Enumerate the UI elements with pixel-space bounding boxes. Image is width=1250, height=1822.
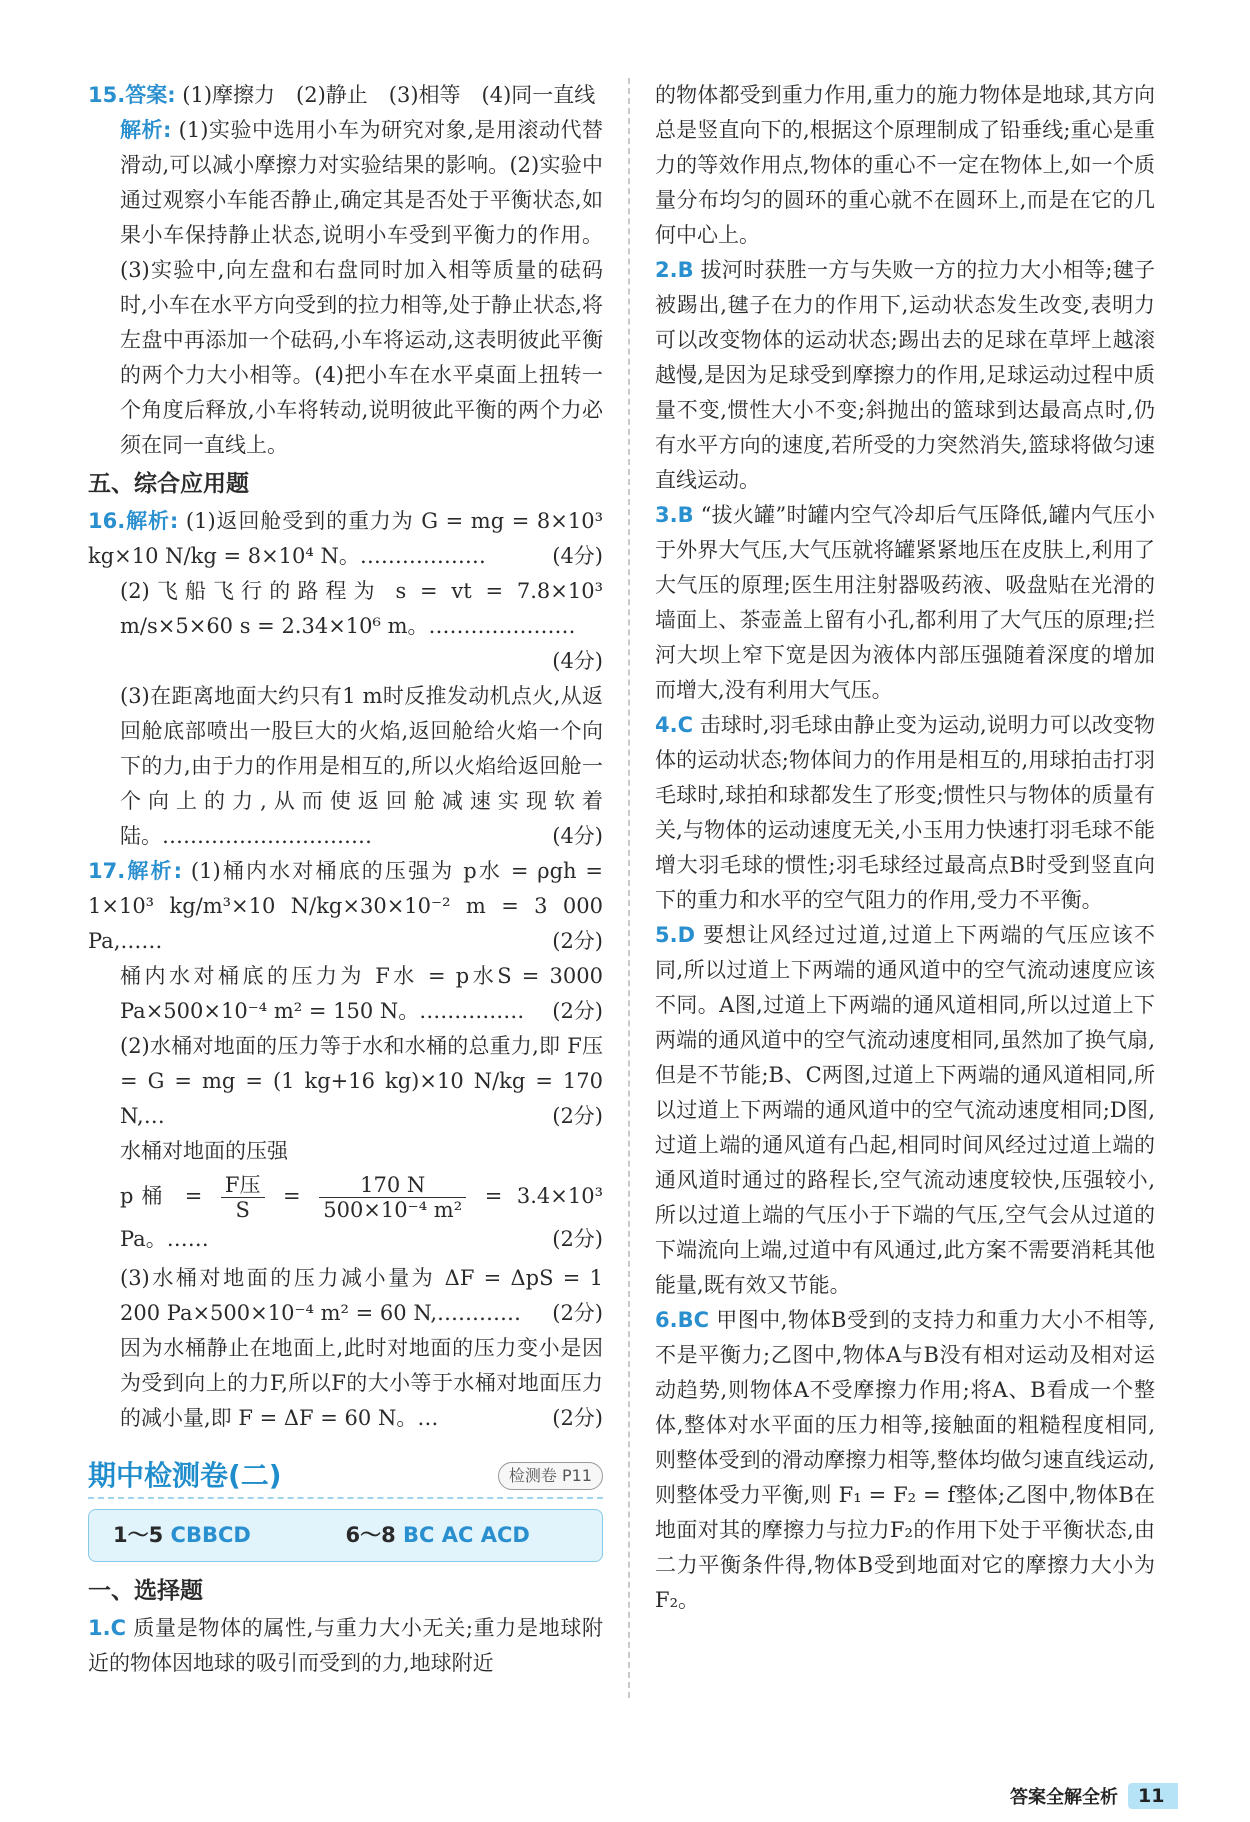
q17-text-1: (1)桶内水对桶底的压强为 p水 = ρgh = 1×10³ kg/m³×10 N/kg×30×10⁻² m = 3 000 Pa,……	[88, 859, 603, 953]
q17-formula: p桶 = $\frac{\text{F压}}{S}$ = $\frac{170 N}{\text{500×10⁻⁴ m²}}$ = 3.4×10³ Pa。…… (2分)	[88, 1173, 603, 1257]
q5-text: 要想让风经过过道,过道上下两端的气压应该不同,所以过道上下两端的通风道中的空气流动速度应该不同。A图,过道上下两端的通风道相同,所以过道上下两端的通风道中的空气流动速度相同,虽然加了换气扇,但是不节能;B、C两图,过道上下两端的通风道相同,所以过道上下两端的通风道中的空气流动速度相同;D图,过道上端的通风道有凸起,相同时间风经过过道上端的通风道时通过的路程长,空气流动速度较快,压强较小,所以过道上端的气压小于下端的气压,空气会从过道的下端流向上端,过道中有风通过,此方案不需要消耗其他能量,既有效又节能。	[655, 923, 1155, 1297]
q17-line1	[88, 854, 603, 959]
q4-text: 击球时,羽毛球由静止变为运动,说明力可以改变物体的运动状态;物体间力的作用是相互的,用球拍击打羽毛球时,球拍和球都发生了形变;惯性只与物体的质量有关,与物体的运动速度无关,小玉用力快速打羽毛球不能增大羽毛球的惯性;羽毛球经过最高点B时受到竖直向下的重力和水平的空气阻力的作用,受力不平衡。	[655, 713, 1155, 912]
q16-text-1: (1)返回舱受到的重力为 G = mg = 8×10³ kg×10 N/kg = 8×10⁴ N。………………	[88, 509, 603, 568]
exam-title-row	[88, 1458, 603, 1499]
q16-text-3: (3)在距离地面大约只有1 m时反推发动机点火,从返回舱底部喷出一股巨大的火焰,返回舱给火焰一个向下的力,由于力的作用是相互的,所以火焰给返回舱一个向上的力,从而使返回舱减速实现软着陆。…………………………	[120, 684, 603, 848]
q15-answer-tag: 答案:	[125, 83, 176, 107]
section-heading-5: 五、综合应用题	[88, 471, 249, 497]
exam-title: 期中检测卷(二)	[88, 1459, 282, 1492]
q1-continued: 的物体都受到重力作用,重力的施力物体是地球,其方向总是竖直向下的,根据这个原理制成了铅垂线;重心是重力的等效作用点,物体的重心不一定在物体上,如一个质量分布均匀的圆环的重心就不在圆环上,而是在它的几何中心上。	[655, 83, 1155, 247]
q17-text-5: (3)水桶对地面的压力减小量为 ΔF = ΔpS = 1 200 Pa×500×10⁻⁴ m² = 60 N,…………	[120, 1266, 603, 1325]
q17-score-5: (2分)	[552, 1301, 603, 1325]
q17-score-2: (2分)	[552, 999, 603, 1023]
answer-range-1: 1～5	[113, 1523, 164, 1547]
q17-score-3: (2分)	[552, 1104, 603, 1128]
q15-analysis-text: (1)实验中选用小车为研究对象,是用滚动代替滑动,可以减小摩擦力对实验结果的影响。(2)实验中通过观察小车能否静止,确定其是否处于平衡状态,如果小车保持静止状态,说明小车受到平衡力的作用。(3)实验中,向左盘和右盘同时加入相等质量的砝码时,小车在水平方向受到的拉力相等,处于静止状态,将左盘中再添加一个砝码,小车将运动,这表明彼此平衡的两个力大小相等。(4)把小车在水平桌面上扭转一个角度后释放,小车将转动,说明彼此平衡的两个力必须在同一直线上。	[120, 118, 603, 457]
q3-answer: B	[677, 503, 694, 527]
q4-number: 4.	[655, 713, 678, 737]
q1-text: 质量是物体的属性,与重力大小无关;重力是地球附近的物体因地球的吸引而受到的力,地球附近	[88, 1616, 603, 1675]
q6-item	[655, 1303, 1155, 1618]
answer-group-1	[113, 1518, 346, 1553]
q16-score-3: (4分)	[552, 824, 603, 848]
q17-line4: 水桶对地面的压强	[120, 1139, 288, 1163]
answer-values-2: BC AC ACD	[403, 1523, 530, 1547]
right-column	[655, 78, 1155, 1618]
q5-number: 5.	[655, 923, 678, 947]
q17-score-1: (2分)	[552, 929, 603, 953]
fraction-values: $\frac{170 N}{\text{500×10⁻⁴ m²}}$	[319, 1173, 466, 1222]
q1-answer: C	[110, 1616, 127, 1640]
q15-answer	[88, 78, 603, 113]
q17-tag: 解析:	[125, 859, 183, 883]
q2-text: 拔河时获胜一方与失败一方的拉力大小相等;毽子被踢出,毽子在力的作用下,运动状态发生改变,表明力可以改变物体的运动状态;踢出去的足球在草坪上越滚越慢,是因为足球受到摩擦力的作用,足球运动过程中质量不变,惯性大小不变;斜抛出的篮球到达最高点时,仍有水平方向的速度,若所受的力突然消失,篮球将做匀速直线运动。	[655, 258, 1155, 492]
q4-item	[655, 708, 1155, 918]
q17-line2	[88, 959, 603, 1029]
q17-text-6: 因为水桶静止在地面上,此时对地面的压力变小是因为受到向上的力F,所以F的大小等于水桶对地面压力的减小量,即 F = ΔF = 60 N。…	[120, 1336, 603, 1430]
q16-text-2: (2)飞船飞行的路程为 s = vt = 7.8×10³ m/s×5×60 s = 2.34×10⁶ m。…………………	[120, 579, 603, 638]
q6-text: 甲图中,物体B受到的支持力和重力大小不相等,不是平衡力;乙图中,物体A与B没有相对运动及相对运动趋势,则物体A不受摩擦力作用;将A、B看成一个整体,整体对水平面的压力相等,接触面的粗糙程度相同,则整体受到的滑动摩擦力相等,整体均做匀速直线运动,则整体受力平衡,则 F₁ = F₂ = f整体;乙图中,物体B在地面对其的摩擦力与拉力F₂的作用下处于平衡状态,由二力平衡条件得,物体B受到地面对它的摩擦力大小为F₂。	[655, 1308, 1155, 1612]
q1-item	[88, 1611, 603, 1681]
q15-answer-text: (1)摩擦力 (2)静止 (3)相等 (4)同一直线	[182, 83, 596, 107]
q5-answer: D	[677, 923, 696, 947]
q16-line2	[88, 574, 603, 673]
q17-score-6: (2分)	[552, 1406, 603, 1430]
q6-answer: BC	[677, 1308, 710, 1332]
q3-item	[655, 498, 1155, 708]
q2-item	[655, 253, 1155, 498]
q1-number: 1.	[88, 1616, 111, 1640]
q16-line3	[88, 679, 603, 854]
q17-score-4: (2分)	[552, 1227, 603, 1251]
q17-line5	[88, 1261, 603, 1331]
page-number: 11	[1128, 1783, 1178, 1809]
formula-rhs: = 3.4×10³ Pa。……	[120, 1184, 603, 1251]
section-heading-1: 一、选择题	[88, 1578, 203, 1604]
q16-score-2: (4分)	[552, 649, 603, 673]
q6-number: 6.	[655, 1308, 678, 1332]
formula-lhs: p桶 =	[120, 1184, 203, 1208]
q3-number: 3.	[655, 503, 678, 527]
answer-range-2: 6～8	[345, 1523, 396, 1547]
q2-answer: B	[677, 258, 694, 282]
left-column	[88, 78, 603, 1681]
q17-text-2: 桶内水对桶底的压力为 F水 = p水S = 3000 Pa×500×10⁻⁴ m² = 150 N。……………	[120, 964, 603, 1023]
q17-line6	[88, 1331, 603, 1436]
answer-key-box	[88, 1509, 603, 1562]
q15-analysis-tag: 解析:	[120, 118, 172, 142]
q16-line1	[88, 504, 603, 574]
answer-values-1: CBBCD	[170, 1523, 251, 1547]
q15-analysis	[88, 113, 603, 463]
q16-tag: 解析:	[125, 509, 179, 533]
q17-line3	[88, 1029, 603, 1134]
q3-text: “拔火罐”时罐内空气冷却后气压降低,罐内气压小于外界大气压,大气压就将罐紧紧地压在皮肤上,利用了大气压的原理;医生用注射器吸药液、吸盘贴在光滑的墙面上、茶壶盖上留有小孔,都利用了大气压的原理;拦河大坝上窄下宽是因为液体内部压强随着深度的增加而增大,没有利用大气压。	[655, 503, 1155, 702]
page-footer	[1010, 1783, 1178, 1809]
answer-group-2	[346, 1518, 579, 1553]
q5-item	[655, 918, 1155, 1303]
q17-number: 17.	[88, 859, 126, 883]
exam-reference-badge: 检测卷 P11	[498, 1462, 603, 1490]
footer-label: 答案全解全析	[1010, 1787, 1118, 1808]
q2-number: 2.	[655, 258, 678, 282]
q15-number: 15.	[88, 83, 126, 107]
q17-text-3: (2)水桶对地面的压力等于水和水桶的总重力,即 F压 = G = mg = (1 kg+16 kg)×10 N/kg = 170 N,…	[120, 1034, 603, 1128]
q16-number: 16.	[88, 509, 126, 533]
column-divider	[628, 78, 630, 1698]
q4-answer: C	[677, 713, 694, 737]
fraction-force-over-area: $\frac{\text{F压}}{S}$	[221, 1173, 265, 1222]
q16-score-1: (4分)	[552, 544, 603, 568]
